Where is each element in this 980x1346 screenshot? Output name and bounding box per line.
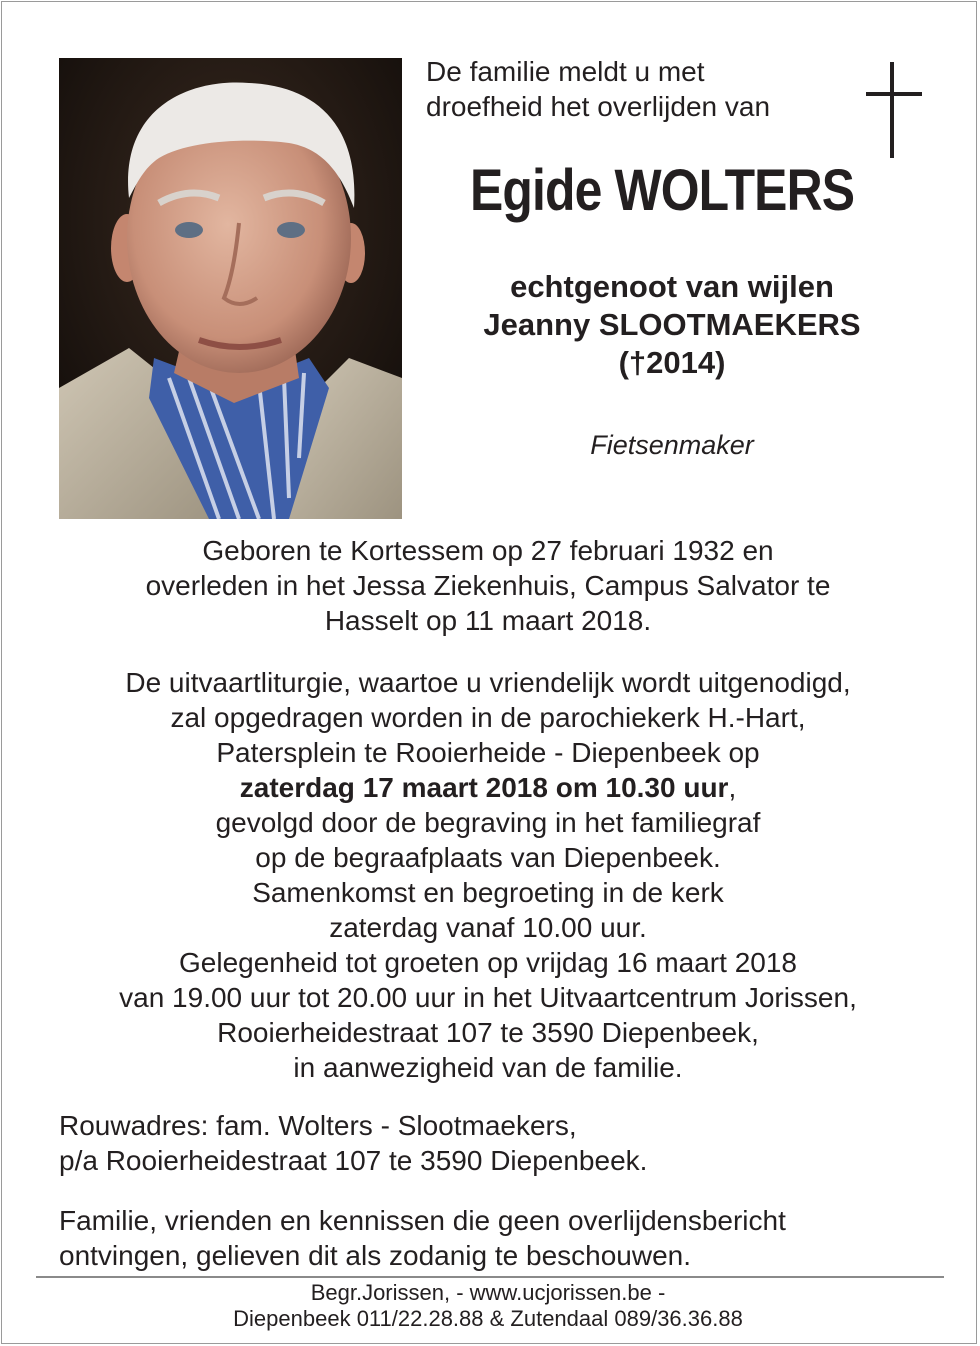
birth-line: Geboren te Kortessem op 27 februari 1932 en (202, 535, 774, 566)
birth-death-text (40, 533, 936, 638)
spouse-line: echtgenoot van wijlen (510, 269, 834, 304)
ceremony-line: in aanwezigheid van de familie. (293, 1052, 683, 1083)
ceremony-date: zaterdag 17 maart 2018 om 10.30 uur (239, 772, 729, 803)
deceased-name: Egide WOLTERS (470, 158, 855, 223)
funeral-home-footer (40, 1280, 936, 1332)
ceremony-line: zal opgedragen worden in de parochiekerk H.-Hart, (170, 702, 806, 733)
address-line: p/a Rooierheidestraat 107 te 3590 Diepenbeek. (59, 1145, 648, 1176)
ceremony-text (40, 665, 936, 1085)
address-line: Rouwadres: fam. Wolters - Slootmaekers, (59, 1110, 577, 1141)
intro-line: De familie meldt u met (426, 56, 705, 87)
ceremony-line: zaterdag vanaf 10.00 uur. (329, 912, 647, 943)
footer-divider (36, 1276, 944, 1278)
portrait-illustration (59, 58, 402, 519)
footer-line: Begr.Jorissen, - www.ucjorissen.be - (310, 1280, 666, 1305)
occupation: Fietsenmaker (590, 430, 754, 460)
ceremony-line: Gelegenheid tot groeten op vrijdag 16 maart 2018 (179, 947, 797, 978)
portrait-photo (59, 58, 402, 519)
intro-text (426, 54, 770, 124)
intro-line: droefheid het overlijden van (426, 91, 771, 122)
notice-text (59, 1203, 939, 1273)
cross-icon (866, 62, 922, 158)
birth-line: overleden in het Jessa Ziekenhuis, Campus Salvator te (145, 570, 831, 601)
ceremony-line: op de begraafplaats van Diepenbeek. (255, 842, 721, 873)
ceremony-line: Rooierheidestraat 107 te 3590 Diepenbeek, (217, 1017, 759, 1048)
mourning-address (59, 1108, 939, 1178)
ceremony-line: De uitvaartliturgie, waartoe u vriendelijk wordt uitgenodigd, (125, 667, 851, 698)
footer-line: Diepenbeek 011/22.28.88 & Zutendaal 089/36.36.88 (233, 1306, 743, 1331)
spouse-death-year: (†2014) (618, 345, 726, 380)
spouse-name: Jeanny SLOOTMAEKERS (483, 307, 861, 342)
notice-line: ontvingen, gelieven dit als zodanig te beschouwen. (59, 1240, 691, 1271)
ceremony-date-suffix: , (728, 772, 737, 803)
ceremony-line: Samenkomst en begroeting in de kerk (252, 877, 724, 908)
ceremony-line: gevolgd door de begraving in het familiegraf (215, 807, 761, 838)
ceremony-line: van 19.00 uur tot 20.00 uur in het Uitvaartcentrum Jorissen, (119, 982, 857, 1013)
ceremony-line: Patersplein te Rooierheide - Diepenbeek op (216, 737, 760, 768)
birth-line: Hasselt op 11 maart 2018. (324, 605, 652, 636)
spouse-info (402, 268, 942, 382)
notice-line: Familie, vrienden en kennissen die geen overlijdensbericht (59, 1205, 786, 1236)
